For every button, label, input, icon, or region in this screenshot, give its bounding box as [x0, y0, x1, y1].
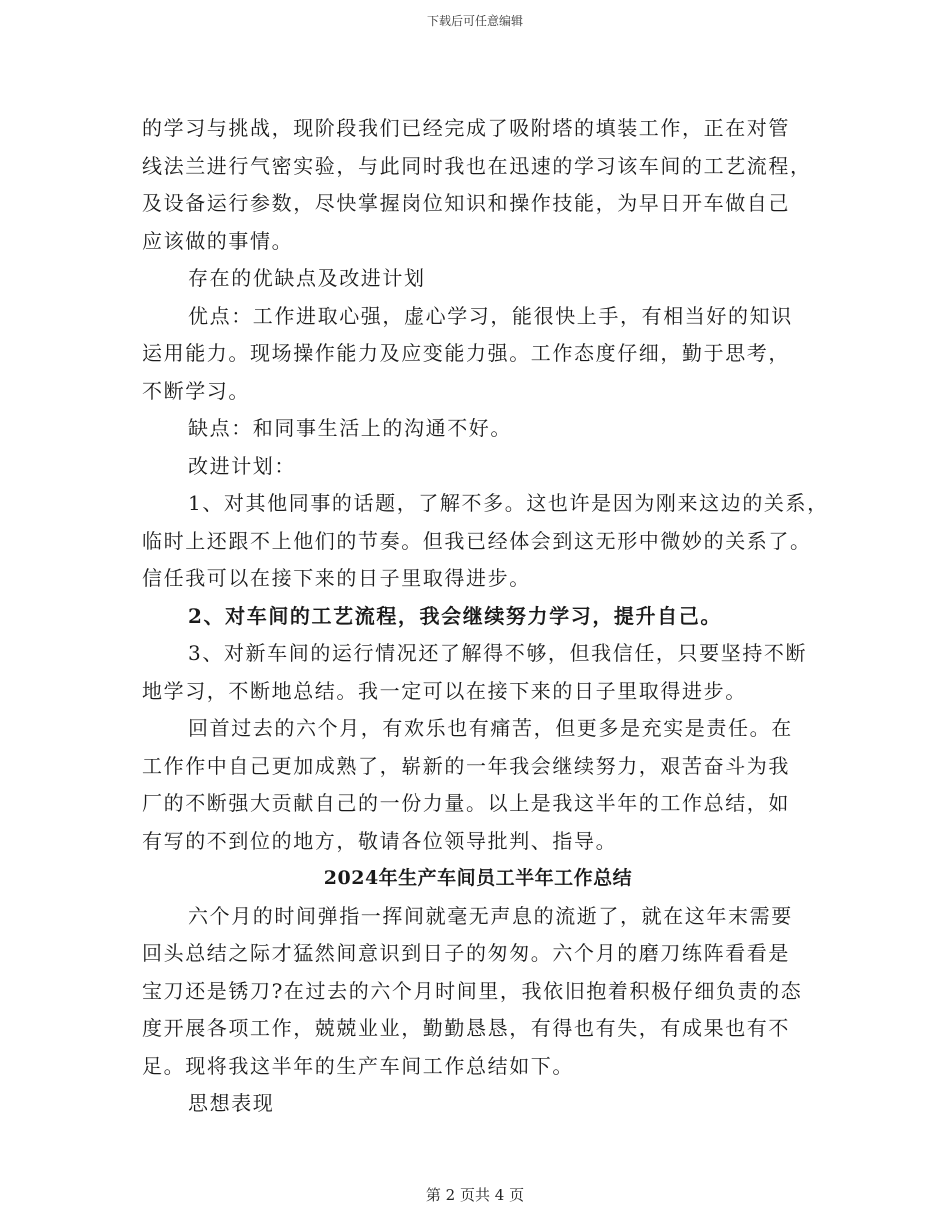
paragraph [142, 1085, 814, 1123]
text-line: 优点：工作进取心强，虚心学习，能很快上手，有相当好的知识 [188, 303, 793, 328]
paragraph [142, 485, 829, 598]
paragraph [142, 898, 814, 1086]
paragraph [142, 298, 814, 411]
text-line: 应该做的事情。 [142, 228, 294, 253]
text-line: 有写的不到位的地方，敬请各位领导批判、指导。 [142, 828, 618, 853]
text-line: 信任我可以在接下来的日子里取得进步。 [142, 566, 531, 590]
page-number: 第 2 页共 4 页 [425, 1186, 525, 1204]
text-line: 工作作中自己更加成熟了，崭新的一年我会继续努力，艰苦奋斗为我 [142, 753, 790, 778]
text-line: 缺点：和同事生活上的沟通不好。 [188, 416, 512, 440]
text-line: 运用能力。现场操作能力及应变能力强。工作态度仔细，勤于思考， [142, 341, 790, 365]
text-line: 的学习与挑战，现阶段我们已经完成了吸附塔的填装工作，正在对管 [142, 116, 790, 140]
paragraph [142, 635, 814, 710]
text-line: 度开展各项工作，兢兢业业，勤勤恳恳，有得也有失，有成果也有不 [142, 1016, 790, 1040]
document-title: 2024年生产车间员工半年工作总结 [323, 867, 633, 889]
paragraph [142, 598, 814, 636]
text-line: 六个月的时间弹指一挥间就毫无声息的流逝了，就在这年末需要 [188, 903, 793, 928]
paragraph [142, 410, 814, 448]
paragraph [142, 260, 814, 298]
text-line: 足。现将我这半年的生产车间工作总结如下。 [142, 1053, 574, 1078]
paragraph [142, 448, 814, 486]
text-line: 改进计划： [188, 453, 296, 478]
text-line: 临时上还跟不上他们的节奏。但我已经体会到这无形中微妙的关系了。 [142, 528, 812, 553]
text-line: 2、对车间的工艺流程，我会继续努力学习，提升自己。 [188, 603, 722, 628]
text-line: 回头总结之际才猛然间意识到日子的匆匆。六个月的磨刀练阵看看是 [142, 941, 790, 965]
text-line: 不断学习。 [142, 378, 250, 403]
document-body [142, 110, 829, 1123]
text-line: 线法兰进行气密实验，与此同时我也在迅速的学习该车间的工艺流程， [142, 153, 812, 178]
text-line: 宝刀还是锈刀?在过去的六个月时间里，我依旧抱着积极仔细负责的态 [142, 978, 803, 1003]
text-line: 1、对其他同事的话题，了解不多。这也许是因为刚来这边的关系， [188, 491, 829, 515]
text-line: 厂的不断强大贡献自己的一份力量。以上是我这半年的工作总结，如 [142, 791, 790, 815]
text-line: 地学习，不断地总结。我一定可以在接下来的日子里取得进步。 [142, 678, 747, 703]
section-heading: 存在的优缺点及改进计划 [188, 266, 426, 290]
paragraph [142, 110, 814, 260]
page-header: 下载后可任意编辑 [426, 14, 523, 28]
text-line: 3、对新车间的运行情况还了解得不够，但我信任，只要坚持不断 [188, 641, 808, 665]
paragraph [142, 710, 814, 860]
text-line: 及设备运行参数，尽快掌握岗位知识和操作技能，为早日开车做自己 [142, 191, 790, 215]
section-heading: 思想表现 [188, 1091, 275, 1115]
text-line: 回首过去的六个月，有欢乐也有痛苦，但更多是充实是责任。在 [188, 716, 793, 740]
